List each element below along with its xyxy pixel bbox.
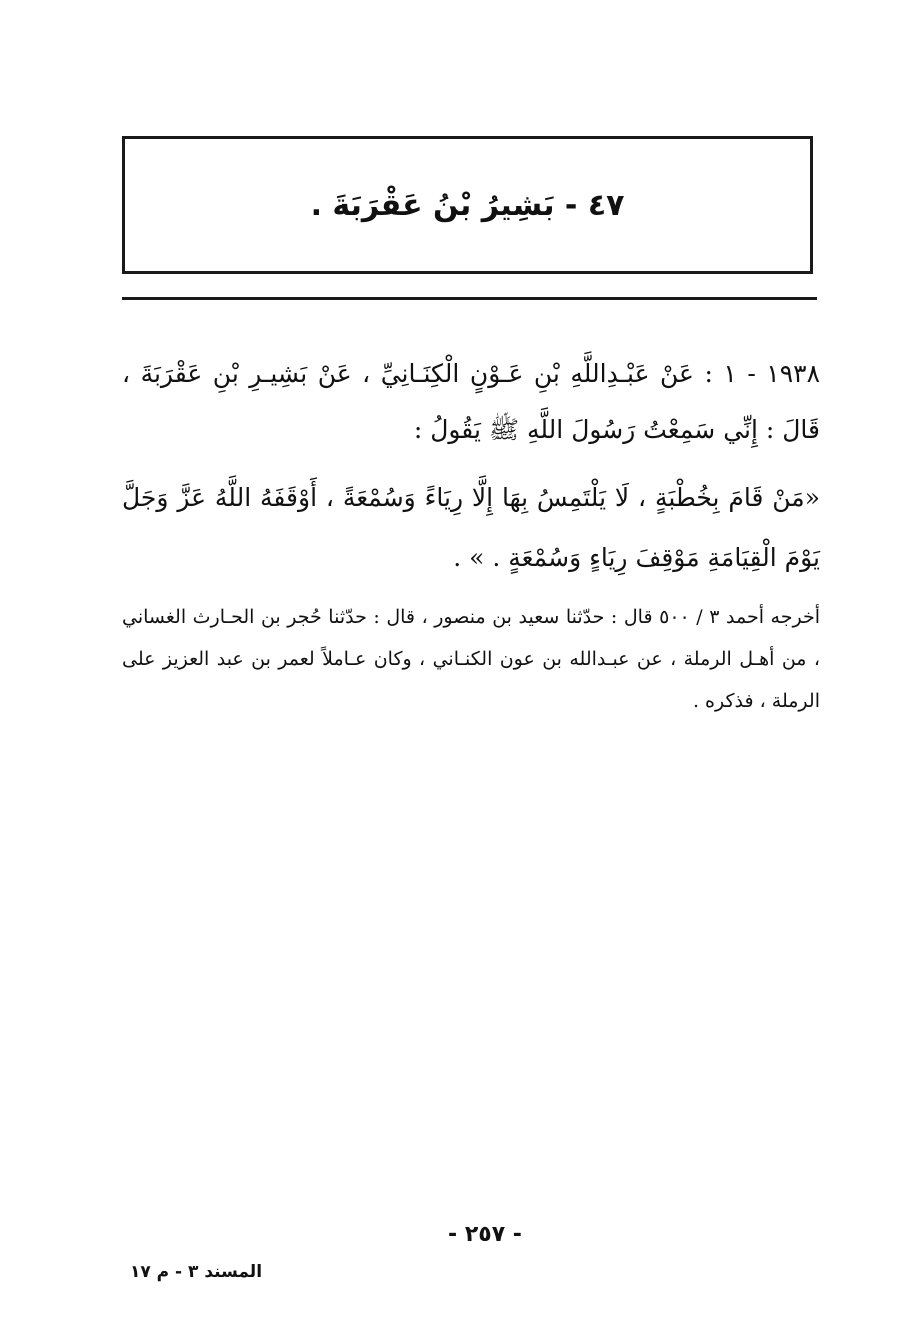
printer-signature: المسند ٣ - م ١٧	[130, 1262, 263, 1282]
chapter-title: ٤٧ - بَشِيرُ بْنُ عَقْرَبَةَ .	[310, 187, 625, 223]
hadith-isnad: ١٩٣٨ - ١ : عَنْ عَبْـدِاللَّهِ بْنِ عَـوْنٍ الْكِنَـانِيِّ ، عَنْ بَشِيـرِ بْنِ عَقْرَبَةَ ، قَالَ : إِنِّي سَمِعْتُ رَسُولَ اللَّهِ ﷺ يَقُولُ :	[122, 359, 820, 444]
header-divider	[122, 297, 817, 300]
hadith-matn: «مَنْ قَامَ بِخُطْبَةٍ ، لَا يَلْتَمِسُ بِهَا إِلَّا رِيَاءً وَسُمْعَةً ، أَوْقَفَهُ اللَّهُ عَزَّ وَجَلَّ يَوْمَ الْقِيَامَةِ مَوْقِفَ رِيَاءٍ وَسُمْعَةٍ . » .	[122, 483, 820, 572]
chapter-title-box	[122, 136, 813, 274]
page-number: - ٢٥٧ -	[448, 1222, 522, 1247]
takhrij-note: أخرجه أحمد ٣ / ٥٠٠ قال : حدّثنا سعيد بن منصور ، قال : حدّثنا حُجر بن الحـارث الغساني ، من أهـل الرملة ، عن عبـدالله بن عون الكنـاني ، وكان عـاملاً لعمر بن عبد العزيز على الرملة ، فذكره .	[122, 606, 820, 712]
